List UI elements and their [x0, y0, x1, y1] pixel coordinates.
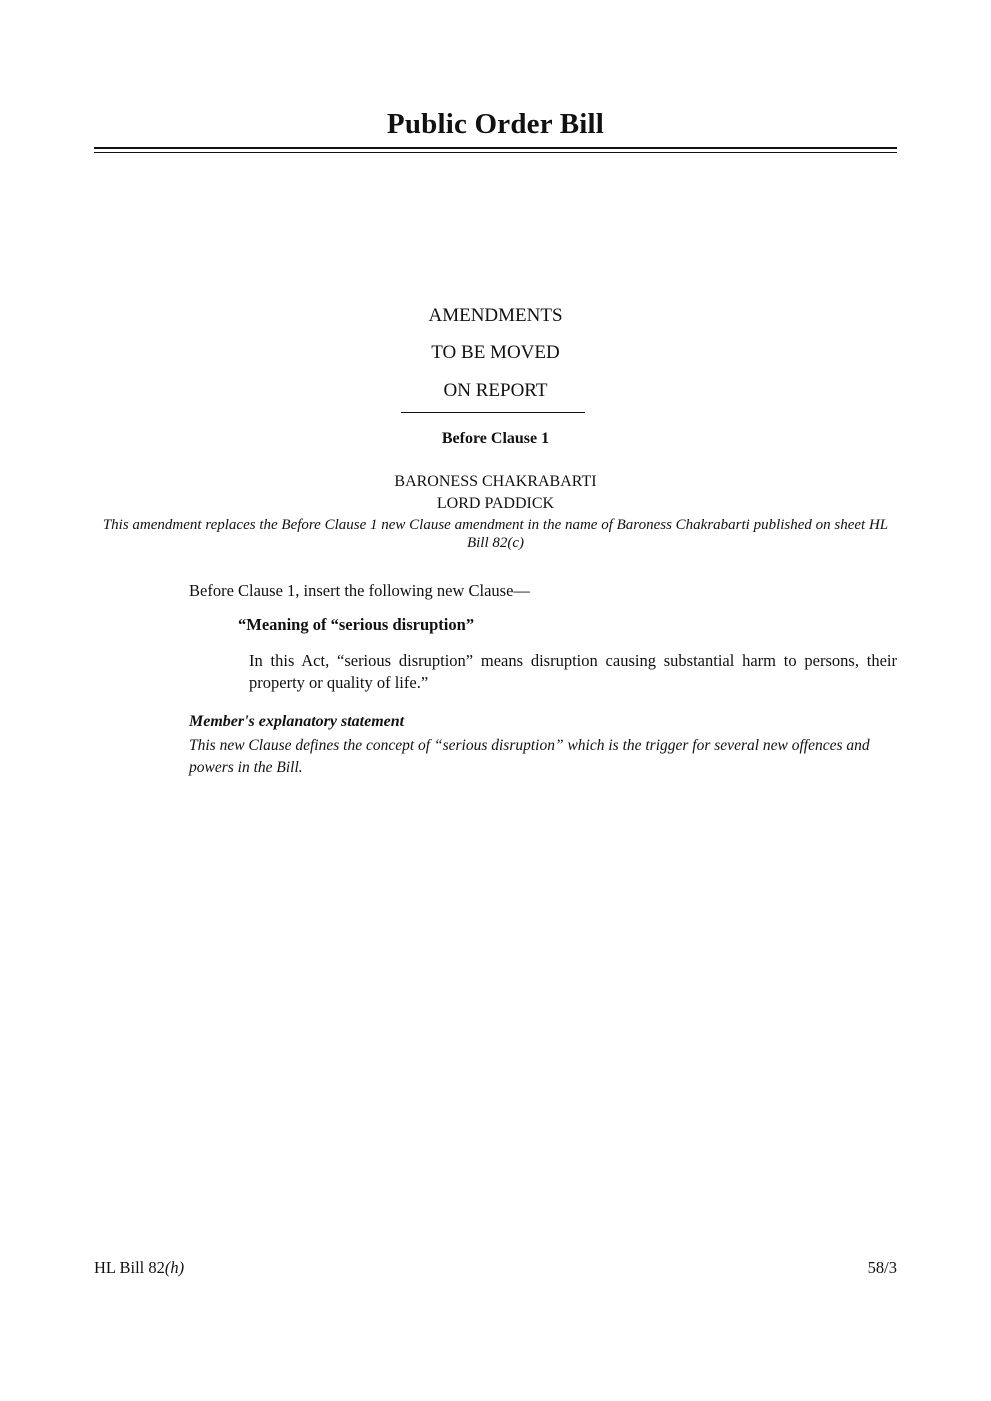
explanatory-statement-text: This new Clause defines the concept of “serious disruption” which is the trigger for several new offences and powers in the Bill. [189, 737, 870, 776]
heading-divider [401, 412, 585, 413]
new-clause-text: In this Act, “serious disruption” means disruption causing substantial harm to persons, their property or quality of life.” [249, 651, 897, 692]
footer-bill-ref-prefix: HL Bill 82 [94, 1258, 165, 1277]
member-name: BARONESS CHAKRABARTI [394, 473, 597, 490]
heading-on-report: ON REPORT [443, 380, 548, 401]
title-rule-thick [94, 147, 897, 149]
page-title: Public Order Bill [386, 108, 605, 140]
new-clause-heading: “Meaning of “serious disruption” [238, 615, 475, 634]
title-rule-thin [94, 152, 897, 153]
replacement-note: This amendment replaces the Before Clause 1 new Clause amendment in the name of Baroness Chakrabarti published on sheet HL Bill 82(c) [102, 517, 889, 551]
heading-amendments: AMENDMENTS [428, 305, 563, 326]
footer-bill-ref-suffix: (h) [164, 1258, 185, 1277]
footer-bill-reference [94, 1258, 184, 1278]
footer-page-reference: 58/3 [867, 1258, 897, 1277]
member-name: LORD PADDICK [436, 495, 555, 512]
heading-to-be-moved: TO BE MOVED [431, 342, 560, 363]
explanatory-statement-label: Member's explanatory statement [189, 713, 405, 730]
amendment-instruction: Before Clause 1, insert the following new Clause— [189, 581, 530, 600]
section-heading: Before Clause 1 [441, 430, 550, 447]
